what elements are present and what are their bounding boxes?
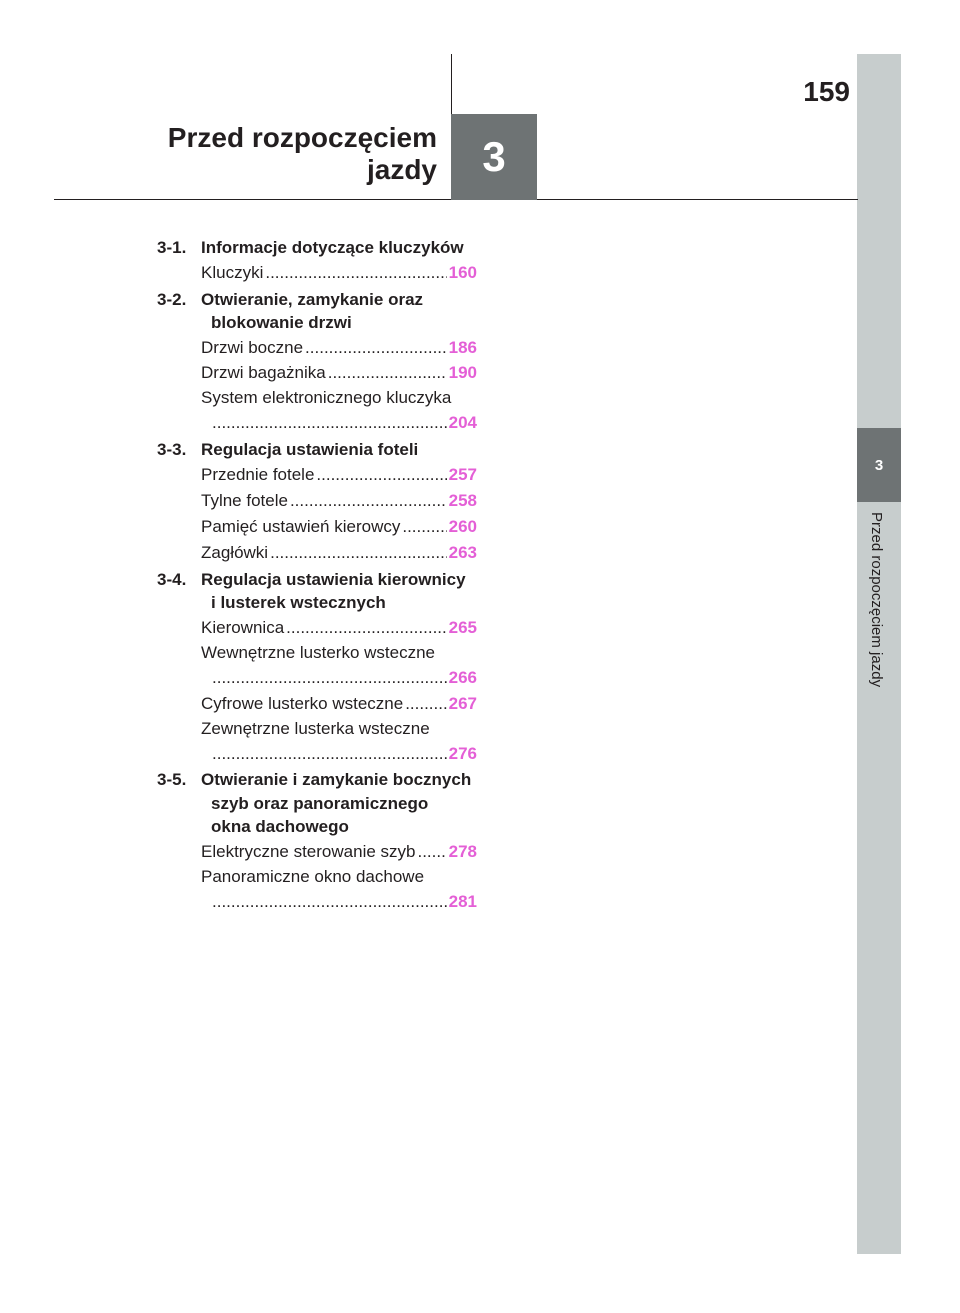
- chapter-title-line2: jazdy: [366, 154, 437, 185]
- toc-section-title-cont: szyb oraz panoramicznego: [211, 794, 429, 813]
- toc-leader-dots: [263, 263, 446, 283]
- toc-entry-page[interactable]: 276: [448, 744, 477, 763]
- toc-leader-dots: [212, 413, 447, 433]
- toc-entry-cont[interactable]: [212, 668, 477, 688]
- toc-section-title-cont: i lusterek wstecznych: [211, 593, 386, 612]
- toc-entry-page[interactable]: 190: [448, 363, 477, 382]
- toc-entry-page[interactable]: 160: [448, 263, 477, 282]
- toc-section-number: 3-5.: [157, 770, 187, 789]
- toc-entry[interactable]: [201, 543, 477, 563]
- toc-section-title: Regulacja ustawienia foteli: [201, 440, 419, 459]
- toc-leader-dots: [284, 618, 446, 638]
- toc-section-title: Otwieranie i zamykanie bocznych: [201, 770, 472, 789]
- toc-entry-label: Przednie fotele: [201, 465, 315, 484]
- toc-leader-dots: [212, 668, 447, 688]
- chapter-title-line1: Przed rozpoczęciem: [167, 122, 437, 153]
- toc-entry-page[interactable]: 266: [448, 668, 477, 687]
- toc-entry-cont[interactable]: [212, 892, 477, 912]
- toc-entry-label: Drzwi boczne: [201, 338, 304, 357]
- toc-entry[interactable]: [201, 263, 477, 283]
- toc-entry-label: Drzwi bagażnika: [201, 363, 326, 382]
- toc-entry-label: Elektryczne sterowanie szyb: [201, 842, 416, 861]
- toc-entry-label: Zagłówki: [201, 543, 269, 562]
- toc-entry-page[interactable]: 265: [448, 618, 477, 637]
- toc-entry[interactable]: [201, 618, 477, 638]
- toc-section-number: 3-4.: [157, 570, 187, 589]
- toc-section-number: 3-1.: [157, 238, 187, 257]
- toc-entry-label: Pamięć ustawień kierowcy: [201, 517, 401, 536]
- toc-entry-label: Kluczyki: [201, 263, 264, 282]
- page-number: 159: [803, 76, 850, 107]
- toc-entry-label[interactable]: System elektronicznego kluczyka: [201, 388, 452, 407]
- toc-entry-page[interactable]: 267: [448, 694, 477, 713]
- toc-entry-label[interactable]: Panoramiczne okno dachowe: [201, 867, 425, 886]
- toc-leader-dots: [288, 491, 447, 511]
- toc-entry-cont[interactable]: [212, 413, 477, 433]
- toc-leader-dots: [326, 363, 447, 383]
- toc-entry-page[interactable]: 278: [448, 842, 477, 861]
- toc-entry-page[interactable]: 204: [448, 413, 477, 432]
- toc-entry[interactable]: [201, 363, 477, 383]
- toc-entry[interactable]: [201, 694, 477, 714]
- toc-entry[interactable]: [201, 465, 477, 485]
- toc-leader-dots: [314, 465, 446, 485]
- toc-leader-dots: [212, 892, 447, 912]
- toc-leader-dots: [303, 338, 447, 358]
- toc-section-title: Informacje dotyczące kluczyków: [201, 238, 464, 257]
- toc-entry[interactable]: [201, 842, 477, 862]
- toc-entry-page[interactable]: 260: [448, 517, 477, 536]
- toc-section-number: 3-2.: [157, 290, 187, 309]
- side-tab-label: Przed rozpoczęciem jazdy: [868, 512, 885, 688]
- toc-entry-cont[interactable]: [212, 744, 477, 764]
- toc-entry[interactable]: [201, 491, 477, 511]
- toc-leader-dots: [403, 694, 446, 714]
- toc-entry-page[interactable]: 257: [448, 465, 477, 484]
- toc-section-title-cont: blokowanie drzwi: [211, 313, 352, 332]
- toc-entry-label: Kierownica: [201, 618, 285, 637]
- chapter-title: [168, 122, 437, 186]
- toc-section-number: 3-3.: [157, 440, 187, 459]
- toc-leader-dots: [268, 543, 447, 563]
- toc-entry-label[interactable]: Wewnętrzne lusterko wsteczne: [201, 643, 436, 662]
- toc-leader-dots: [400, 517, 446, 537]
- toc-entry-page[interactable]: 281: [448, 892, 477, 911]
- toc-entry[interactable]: [201, 338, 477, 358]
- toc-leader-dots: [415, 842, 446, 862]
- toc-section-title: Otwieranie, zamykanie oraz: [201, 290, 424, 309]
- toc-leader-dots: [212, 744, 447, 764]
- toc-entry-page[interactable]: 186: [448, 338, 477, 357]
- chapter-number-box: 3: [451, 114, 537, 200]
- toc-entry-label[interactable]: Zewnętrzne lusterka wsteczne: [201, 719, 430, 738]
- toc-entry-label: Tylne fotele: [201, 491, 288, 510]
- toc-section-title-cont: okna dachowego: [211, 817, 349, 836]
- toc-entry-page[interactable]: 263: [448, 543, 477, 562]
- toc-entry[interactable]: [201, 517, 477, 537]
- side-tab-chapter-number[interactable]: 3: [857, 428, 901, 502]
- toc-section-title: Regulacja ustawienia kierownicy: [201, 570, 466, 589]
- toc-entry-page[interactable]: 258: [448, 491, 477, 510]
- toc-entry-label: Cyfrowe lusterko wsteczne: [201, 694, 404, 713]
